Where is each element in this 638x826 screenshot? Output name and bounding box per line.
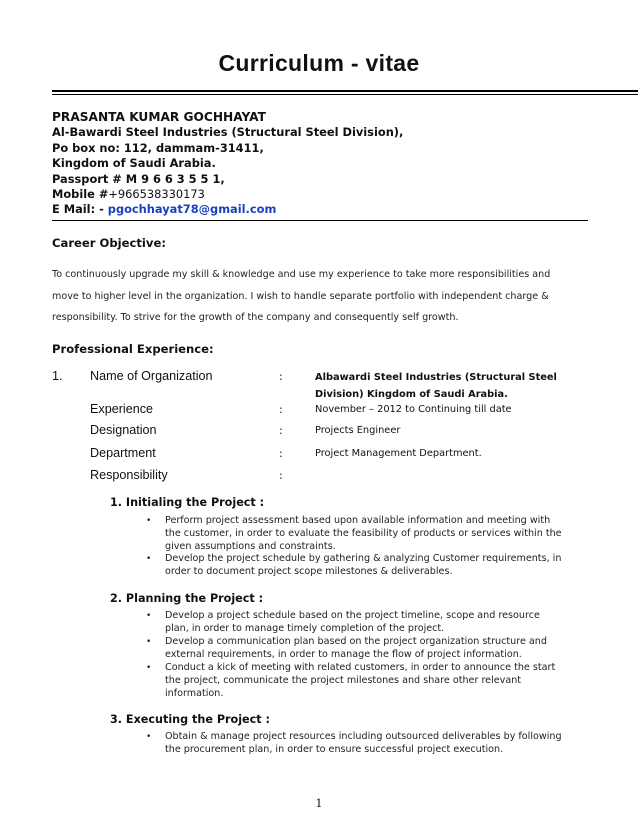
page-number: 1 [315,797,323,810]
document-title: Curriculum - vitae [218,50,420,76]
contact-header [52,110,403,218]
row-value-designation: Projects Engineer [315,425,401,436]
organization-line: Albawardi Steel Industries (Structural Steel [315,372,557,383]
title-rule-thick [52,90,638,92]
row-value-department: Project Management Department. [315,448,482,459]
email-link[interactable]: pgochhayat78@gmail.com [107,202,277,217]
company-line: Al-Bawardi Steel Industries (Structural Steel Division), [52,125,404,140]
passport-line: Passport # M 9 6 6 3 5 5 1, [52,171,225,186]
pobox-line: Po box no: 112, dammam-31411, [52,140,264,155]
professional-experience-heading: Professional Experience: [52,342,214,356]
bullet-dot: • [146,554,152,564]
country-line: Kingdom of Saudi Arabia. [52,156,216,171]
candidate-name: PRASANTA KUMAR GOCHHAYAT [52,110,266,124]
bullet-dot: • [146,732,152,742]
bullet-dot: • [146,637,152,647]
row-label-department: Department [90,446,156,460]
mobile-label: Mobile # [52,187,109,202]
experience-index: 1. [52,369,63,383]
section-title-planning: 2. Planning the Project : [110,592,264,605]
section-title-initiating: 1. Initialing the Project : [110,496,265,509]
row-colon: : [279,469,283,482]
row-label-experience: Experience [90,402,154,416]
title-rule-thin [52,94,638,95]
header-divider [52,220,588,221]
email-line [52,202,403,217]
career-objective-text [52,264,586,329]
mobile-number: +966538330173 [108,187,205,202]
objective-line: move to higher level in the organization. I wish to handle separate portfolio with independent charge & [52,290,549,302]
section-title-executing: 3. Executing the Project : [110,713,270,726]
organization-line: Division) Kingdom of Saudi Arabia. [315,389,508,400]
mobile-line [52,187,403,202]
row-colon: : [279,447,283,460]
objective-line: To continuously upgrade my skill & knowledge and use my experience to take more responsibilities and [52,269,551,280]
row-label-organization: Name of Organization [90,369,213,383]
career-objective-heading: Career Objective: [52,236,166,250]
row-colon: : [279,424,283,437]
objective-line: responsibility. To strive for the growth of the company and consequently self growth. [52,312,459,323]
row-value-experience: November – 2012 to Continuing till date [315,404,512,415]
bullet-dot: • [146,611,152,621]
row-colon: : [279,370,283,383]
bullet-dot: • [146,516,152,526]
row-label-designation: Designation [90,423,157,437]
bullet-dot: • [146,663,152,673]
row-label-responsibility: Responsibility [90,468,168,482]
row-value-organization [315,369,557,403]
email-label: E Mail: - [52,202,108,217]
row-colon: : [279,403,283,416]
